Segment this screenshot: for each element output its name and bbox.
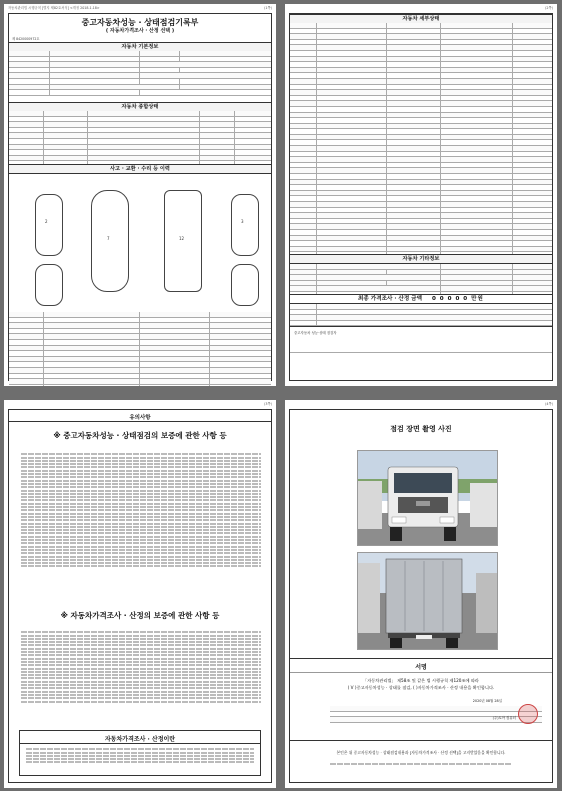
final-price-row (290, 294, 552, 304)
car-diagram-top-view (91, 190, 129, 292)
company-seal (518, 704, 538, 724)
section-accident-history: 사고 · 교환 · 수리 등 이력 (9, 164, 271, 174)
car-diagram-left-side (35, 194, 63, 256)
page-number: (1쪽) (264, 6, 272, 10)
legal-statement: 「자동차관리법」 제58조 및 같은 법 시행규칙 제120조에 따라 (363, 678, 479, 683)
car-diagram-rear (35, 264, 63, 306)
section-detail-state: 자동차 세부상태 (290, 14, 552, 24)
notice-page-3 (4, 400, 276, 788)
page-number: (4쪽) (545, 402, 553, 406)
inspection-page-2 (285, 4, 557, 386)
page-subtitle: ( 자동차가격조사 · 산정 선택 ) (105, 28, 175, 34)
page-title: 중고자동차성능 · 상태점검기록부 (81, 18, 199, 27)
page-number: (2쪽) (545, 6, 553, 10)
detail-state-rows (290, 23, 552, 292)
notice-frame (8, 409, 272, 783)
truck-rear-photo (357, 552, 498, 650)
notice-title: 유의사항 (129, 415, 151, 421)
other-info-rows (290, 264, 552, 298)
car-diagram-right-side (231, 194, 259, 256)
company-name: (주)토아 컴퓨터 (492, 716, 516, 720)
sign-section-title: 서명 (415, 664, 427, 671)
price-definition-title: 자동차가격조사 · 산정이란 (104, 736, 176, 743)
section-performance-warranty: ※ 중고자동차성능 · 상태점검의 보증에 관한 사항 등 (53, 431, 227, 440)
state-classification-rows (9, 312, 271, 386)
inspector-sign-label: 중고자동차 성능·상태 점검자 (294, 331, 337, 335)
form-frame (289, 13, 553, 381)
price-warranty-text (21, 630, 261, 704)
section-price-warranty: ※ 자동차가격조사 · 산정의 보증에 관한 사항 등 (60, 611, 220, 620)
car-diagram-front (231, 264, 259, 306)
legal-statement-2: ( V )중고자동차성능 · 상태를 점검, ( )자동차가격조사 · 산정 내용을 확인합니다. (347, 685, 495, 690)
sign-date: 2020년 08월 28일 (472, 699, 502, 703)
photo-section-title: 점검 장면 촬영 사진 (390, 425, 452, 433)
photo-page-4 (285, 400, 557, 788)
final-price-label: 최종 가격조사 · 산정 금액 (358, 296, 422, 302)
page-number: (3쪽) (264, 402, 272, 406)
final-price-value: 0 0 0 0 0 만원 (431, 296, 484, 302)
page-header-left: 자동차관리법 시행규칙 [별지 제82호서식] <개정 2018.1.18> (8, 6, 100, 10)
performance-warranty-text (21, 452, 261, 569)
section-basic-info: 자동차 기본정보 (9, 42, 271, 52)
basic-info-rows (9, 51, 271, 96)
inspection-page-1 (4, 4, 276, 386)
special-notes-rows (290, 304, 552, 326)
form-frame: 중고자동차성능 · 상태점검기록부 ( 자동차가격조사 · 산정 선택 ) 제 8420000972호 자동차 기본정보 자동차 종합상태 사고 · 교환 · 수리 등 이력 2 7 12 3 (8, 13, 272, 381)
section-overall-state: 자동차 종합상태 (9, 102, 271, 112)
car-diagram-frame-view (164, 190, 202, 292)
truck-front-photo (357, 450, 498, 546)
price-definition-box (19, 730, 261, 776)
customer-confirmation: 본인은 위 중고자동차성능 · 상태점검내용과 [자동차가격조사 · 산정 선택]을 고지받았음을 확인합니다. (336, 750, 506, 755)
photo-frame (289, 409, 553, 783)
document-number: 제 8420000972호 (12, 37, 40, 41)
section-other-info: 자동차 기타정보 (290, 254, 552, 264)
